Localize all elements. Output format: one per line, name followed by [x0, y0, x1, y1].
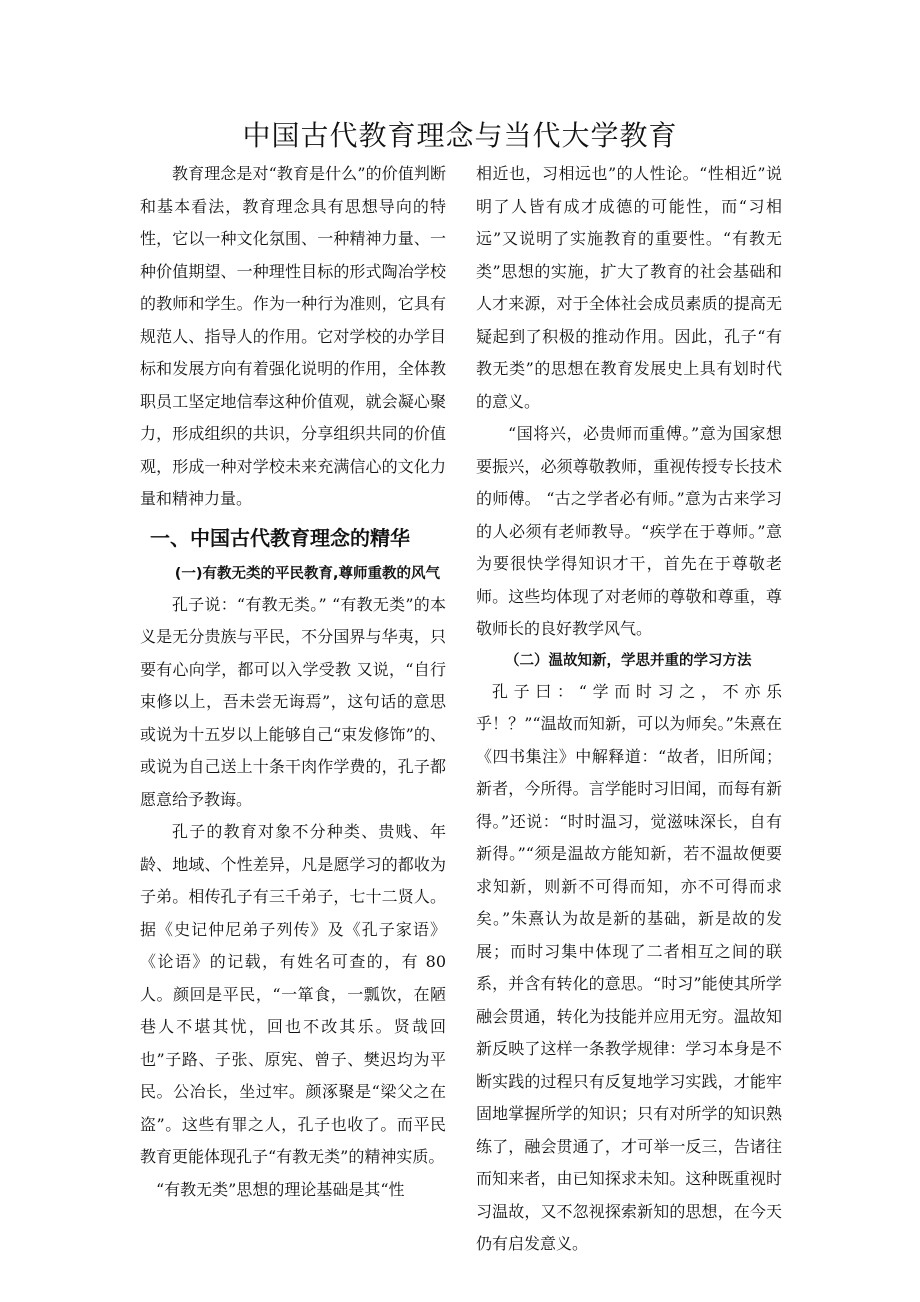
intro-paragraph: 教育理念是对“教育是什么”的价值判断和基本看法，教育理念具有思想导向的特性，它以一种文化氛围、一种精神力量、一种价值期望、一种理性目标的形式陶冶学校的教师和学生。作为一种行为准则，它具有规范人、指导人的作用。它对学校的办学目标和发展方向有着强化说明的作用，全体教职员工坚定地信奉这种价值观，就会凝心聚力，形成组织的共识，分享组织共同的价值观，形成一种对学校未来充满信心的文化力量和精神力量。: [140, 164, 446, 508]
document-title: 中国古代教育理念与当代大学教育: [242, 119, 678, 152]
body-paragraph-continued: 相近也，习相远也”的人性论。“性相近”说明了人皆有成才成德的可能性，而“习相远”又说明了实施教育的重要性。“有教无类”思想的实施，扩大了教育的社会基础和人才来源，对于全体社会成员素质的提高无疑起到了积极的推动作用。因此，孔子“有教无类”的思想在教育发展史上具有划时代的意义。: [476, 164, 782, 411]
body-paragraph: 孔子曰：“学而时习之，不亦乐乎！？”“温故而知新，可以为师矣。”朱熹在《四书集注》中解释道：“故者，旧所闻；新者，今所得。言学能时习旧闻，而每有新得。”还说：“时时温习，觉滋味深长，自有新得。”“须是温故方能知新，若不温故便要求知新，则新不可得而知，亦不可得而求矣。”朱熹认为故是新的基础，新是故的发展；而时习集中体现了二者相互之间的联系，并含有转化的意思。“时习”能使其所学融会贯通，转化为技能并应用无穷。温故知新反映了这样一条教学规律：学习本身是不断实践的过程只有反复地学习实践，才能牢固地掌握所学的知识；只有对所学的知识熟练了，融会贯通了，才可举一反三，告诸往而知来者，由已知探求未知。这种既重视时习温故，又不忽视探索新知的思想，在今天仍有启发意义。: [476, 681, 782, 1253]
body-paragraph: 孔子的教育对象不分种类、贵贱、年龄、地域、个性差异，凡是愿学习的都收为子弟。相传孔子有三千弟子，七十二贤人。据《史记仲尼弟子列传》及《孔子家语》《论语》的记载，有姓名可查的，有 80 人。颜回是平民，“一箪食，一瓢饮，在陋巷人不堪其忧，回也不改其乐。贤哉回也”子路、子张、原宪、曾子、樊迟均为平民。公冶长，坐过牢。颜涿聚是“梁父之在盗”。这些有罪之人，孔子也收了。而平民教育更能体现孔子“有教无类”的精神实质。: [140, 822, 446, 1166]
subsection-heading-1: (一)有教无类的平民教育,尊师重教的风气: [174, 565, 441, 582]
body-paragraph: “国将兴，必贵师而重傅。”意为国家想要振兴，必须尊敬教师，重视传授专长技术的师傅。 “古之学者必有师。”意为古来学习的人必须有老师教导。“疾学在于尊师。”意为要很快学得知识才干，首先在于尊敬老师。这些均体现了对老师的尊敬和尊重，尊敬师长的良好教学风气。: [476, 424, 782, 638]
subsection-heading-2: （二）温故知新，学思并重的学习方法: [505, 652, 752, 669]
body-paragraph: “有教无类”思想的理论基础是其“性: [156, 1179, 405, 1199]
right-column: [476, 158, 782, 1261]
left-column: [140, 158, 446, 1206]
body-paragraph: 孔子说：“有教无类。” “有教无类”的本义是无分贵族与平民，不分国界与华夷，只要有心向学，都可以入学受教 又说，“自行束修以上，吾未尝无诲焉”，这句话的意思或说为十五岁以上能够自己“束发修饰”的、或说为自己送上十条干肉作学费的，孔子都愿意给予教诲。: [140, 594, 446, 809]
section-heading-1: 一、中国古代教育理念的精华: [150, 525, 410, 550]
